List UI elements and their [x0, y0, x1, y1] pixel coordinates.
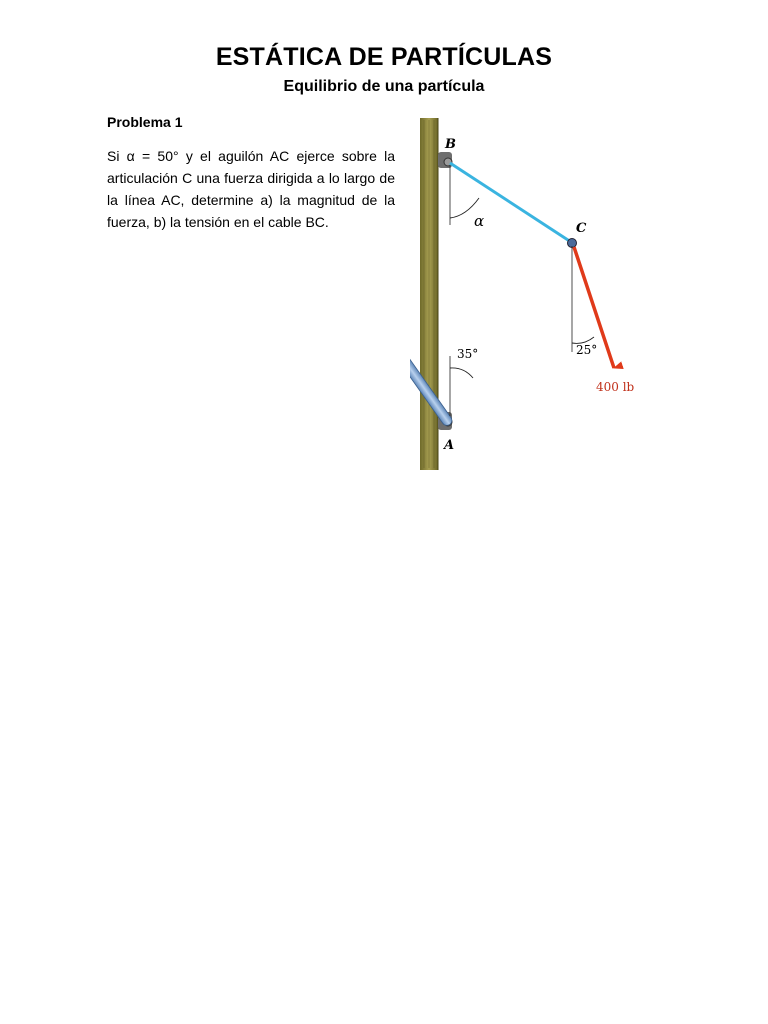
cable-bc [450, 163, 571, 242]
label-b: B [445, 137, 456, 152]
label-c: C [576, 221, 587, 236]
problem-heading: Problema 1 [107, 114, 183, 130]
document-title: ESTÁTICA DE PARTÍCULAS [215, 43, 553, 71]
label-a: A [444, 438, 455, 453]
statics-figure [410, 110, 650, 475]
document-subtitle: Equilibrio de una partícula [283, 78, 485, 95]
label-load-400-lb: 400 lb [596, 380, 635, 394]
label-alpha: α [474, 212, 485, 230]
problem-statement: Si α = 50° y el aguilón AC ejerce sobre la articulación C una fuerza dirigida a lo largo de la línea AC, determine a) la magnitud de la fuerza, b) la tensión en el cable BC. [107, 148, 395, 230]
label-angle-25: 25° [576, 343, 598, 357]
angle-arc-35 [450, 368, 473, 378]
label-angle-35: 35° [457, 347, 479, 361]
